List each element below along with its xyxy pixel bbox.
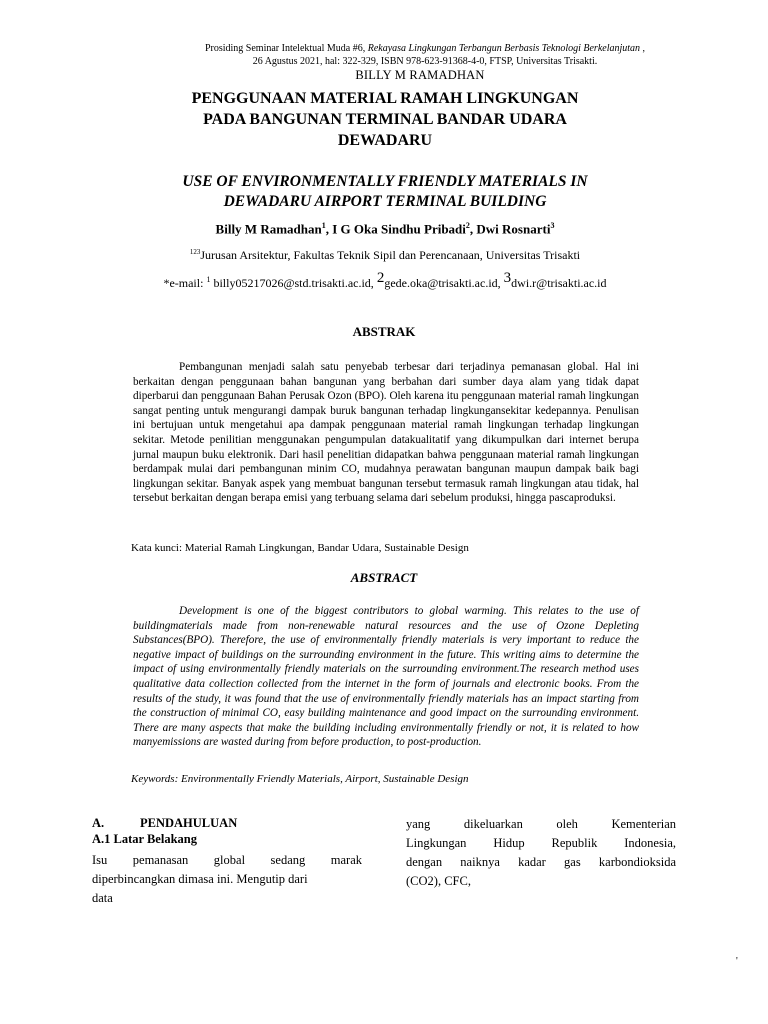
page-mark: ' [736,956,738,967]
right-line-3: dengan naiknya kadar gas karbondioksida [406,855,676,869]
right-line-4: (CO2), CFC, [406,874,471,888]
email-3-sup: 3 [503,270,512,286]
title-en-line2: DEWADARU AIRPORT TERMINAL BUILDING [223,193,547,210]
section-number: A. [92,816,105,830]
author-2: I G Oka Sindhu Pribadi [332,221,466,237]
author-3-sup: 3 [550,221,555,230]
author-list [100,221,670,237]
email-2-sup: 2 [376,270,385,286]
abstrak-heading: ABSTRAK [352,324,416,339]
section-title: PENDAHULUAN [140,816,238,830]
kata-kunci: Kata kunci: Material Ramah Lingkungan, Bandar Udara, Sustainable Design [131,542,469,554]
title-en-line1: USE OF ENVIRONMENTALLY FRIENDLY MATERIALS IN [182,173,588,190]
left-line-2: diperbincangkan dimasa ini. Mengutip dari [92,872,308,886]
header-comma: , [640,43,646,54]
title-id-line1: PENGGUNAAN MATERIAL RAMAH LINGKUNGAN [191,90,579,107]
subsection-heading: A.1 Latar Belakang [92,832,197,846]
abstract-body: Development is one of the biggest contributors to global warming. This relates to the use of buildingmaterials made from non-renewable natural resources and the use of Ozone Depleting Substances(BPO). Therefore, the use of environmentally friendly materials is very important to reduce the negative impact of buildings on the surrounding environment in the future. This writing aims to determine the impact of using environmentally friendly materials on the surrounding environment.The research method uses qualitative data collection collected from the internet in the form of journals and electronic books. From the results of the study, it was found that the use of environmentally friendly materials has an impact starting from the construction of minimal CO, easy building maintenance and good impact on the surrounding environment. There are many aspects that make the building including environmentally friendly or not, it is related to how manyemissions are wasted during from before production, to post-production. [133,605,639,749]
affiliation [100,248,670,263]
author-1: Billy M Ramadhan [215,221,322,237]
body-column-right [406,815,676,891]
body-column-left [92,851,362,908]
email-3-link[interactable]: dwi.r@trisakti.ac.id [511,276,607,290]
author-3: Dwi Rosnarti [476,221,551,237]
header-line2: 26 Agustus 2021, hal: 322-329, ISBN 978-623-91368-4-0, FTSP, Universitas Trisakti. [252,56,598,67]
affiliation-text: Jurusan Arsitektur, Fakultas Teknik Sipil dan Perencanaan, Universitas Trisakti [200,248,581,262]
section-heading [92,816,237,831]
affiliation-sup: 123 [189,248,201,256]
right-line-2: Lingkungan Hidup Republik Indonesia, [406,836,676,850]
title-english [120,172,650,212]
title-id-line2: PADA BANGUNAN TERMINAL BANDAR UDARA [203,111,567,128]
title-id-line3: DEWADARU [337,132,433,149]
author-sep-1: , [325,221,333,237]
email-1-link[interactable]: billy05217026@std.trisakti.ac.id, [210,276,377,290]
author-running-head: BILLY M RAMADHAN [355,68,485,82]
email-1-sup: 1 [206,275,211,284]
header-theme: Rekayasa Lingkungan Terbangun Berbasis Teknologi Berkelanjutan [367,43,641,54]
title-indonesian [130,88,640,151]
email-line [100,270,670,291]
keywords: Keywords: Environmentally Friendly Materials, Airport, Sustainable Design [131,773,469,785]
email-2-link[interactable]: gede.oka@trisakti.ac.id, [384,276,504,290]
author-sep-2: , [469,221,477,237]
abstract-heading: ABSTRACT [350,570,418,585]
right-line-1: yang dikeluarkan oleh Kementerian [406,817,676,831]
running-header [120,42,730,68]
header-prefix: Prosiding Seminar Intelektual Muda #6, [204,43,368,54]
email-label: *e-mail: [163,276,207,290]
author-1-sup: 1 [321,221,326,230]
left-line-3: data [92,891,113,905]
abstrak-body: Pembangunan menjadi salah satu penyebab terbesar dari terjadinya pemanasan global. Hal ini berkaitan dengan penggunaan bahan bangunan yang berbahan dari sumber daya alam yang tidak dapat diperbarui dan penggunaan Bahan Perusak Ozon (BPO). Oleh karena itu penggunaan material ramah lingkungan sangat penting untuk mengurangi dampak buruk bangunan terhadap lingkungansekitar kedepannya. Penulisan ini bertujuan untuk mengetahui apa dampak penggunaan material ramah lingkungan terhadap lingkungan sekitar. Metode penilitian menggunakan pengumpulan datakualitatif yang dikumpulkan dari internet berupa jurnal maupun buku elektronik. Dari hasil penelitian didapatkan bahwa penggunaan material ramah lingkungan berdampak mulai dari pembangunan minim CO, mudahnya perawatan bangunan maupun dampak baik bagi lingkungan sekitar. Banyak aspek yang membuat bangunan tersebut termasuk ramah lingkungan atau tidak, hal tersebut berkaitan dengan berapa emisi yang terbuang selama dari sebelum produksi, hingga pascaproduksi. [133,361,639,505]
author-2-sup: 2 [465,221,470,230]
left-line-1: Isu pemanasan global sedang marak [92,853,362,867]
